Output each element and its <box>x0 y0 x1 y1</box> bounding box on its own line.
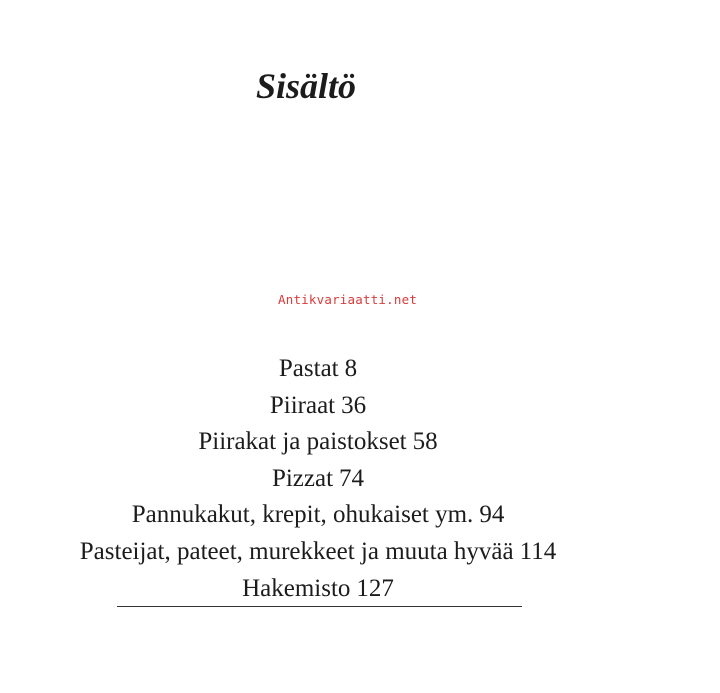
toc-entry-hakemisto <box>0 571 636 608</box>
toc-entry-label: Piirakat ja paistokset <box>198 428 407 456</box>
toc-entry-piirakat <box>0 424 636 461</box>
toc-entry-page: 114 <box>519 537 557 565</box>
toc-entry-pizzat <box>0 461 636 498</box>
page-title: Sisältö <box>255 66 357 107</box>
toc-entry-label: Pizzat <box>271 464 334 492</box>
toc-entry-piiraat <box>0 388 636 425</box>
toc-entry-label: Hakemisto <box>242 574 351 602</box>
horizontal-rule <box>117 606 522 607</box>
toc-entry-page: 127 <box>356 574 394 602</box>
toc-entry-page: 8 <box>344 355 358 382</box>
toc-entry-page: 58 <box>412 428 438 456</box>
toc-entry-page: 94 <box>479 501 505 529</box>
table-of-contents <box>0 351 636 607</box>
watermark-text: Antikvariaatti.net <box>278 292 418 307</box>
toc-entry-label: Piiraat <box>269 391 336 419</box>
toc-entry-page: 74 <box>339 464 365 492</box>
toc-entry-label: Pastat <box>278 355 339 382</box>
toc-entry-pasteijat <box>0 534 636 571</box>
toc-entry-pastat <box>0 351 636 388</box>
toc-entry-page: 36 <box>341 391 367 419</box>
toc-entry-pannukakut <box>0 497 636 534</box>
toc-entry-label: Pannukakut, krepit, ohukaiset ym. <box>131 501 474 529</box>
toc-entry-label: Pasteijat, pateet, murekkeet ja muuta hyvää <box>79 537 514 565</box>
